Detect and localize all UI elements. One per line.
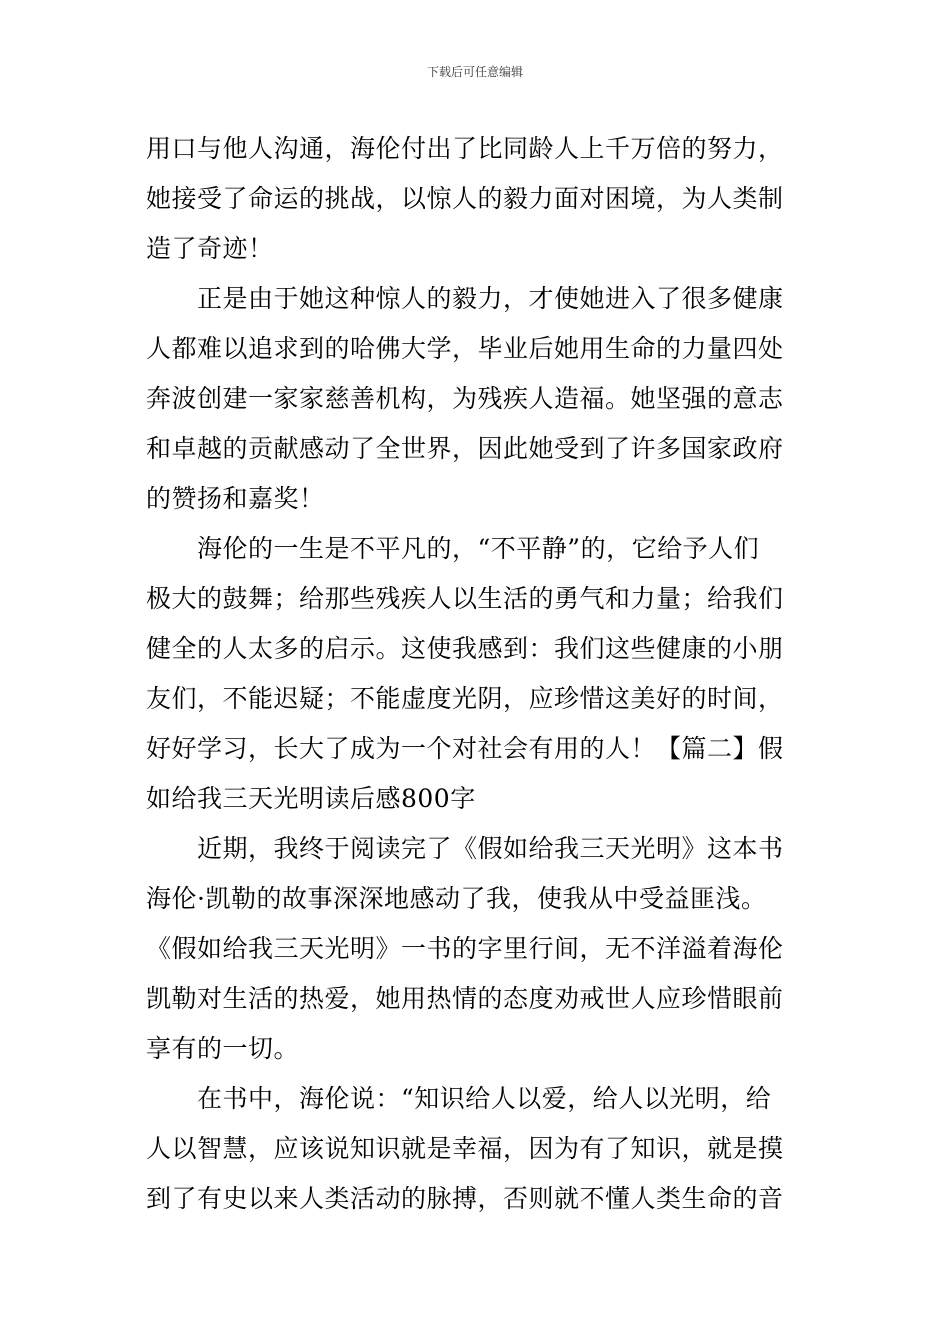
text-line: 享有的一切。 xyxy=(146,1034,300,1063)
text-line: 奔波创建一家家慈善机构，为残疾人造福。她坚强的意志 xyxy=(146,384,784,413)
text-line: 健全的人太多的启示。这使我感到：我们这些健康的小朋 xyxy=(146,634,784,663)
text-line: 好好学习，长大了成为一个对社会有用的人！【篇二】假 xyxy=(146,734,784,763)
paragraph-start-line: 在书中，海伦说：“知识给人以爱，给人以光明，给 xyxy=(197,1084,772,1113)
paragraph-start-line: 正是由于她这种惊人的毅力，才使她进入了很多健康 xyxy=(197,284,784,313)
text-line: 和卓越的贡献感动了全世界，因此她受到了许多国家政府 xyxy=(146,434,784,463)
text-line: 到了有史以来人类活动的脉搏，否则就不懂人类生命的音 xyxy=(146,1184,784,1213)
document-body xyxy=(146,124,806,1224)
text-line: 人都难以追求到的哈佛大学，毕业后她用生命的力量四处 xyxy=(146,334,784,363)
text-line: 的赞扬和嘉奖！ xyxy=(146,484,325,513)
text-line: 友们，不能迟疑；不能虚度光阴，应珍惜这美好的时间， xyxy=(146,684,784,713)
text-line: 造了奇迹！ xyxy=(146,234,274,263)
page-header: 下载后可任意编辑 xyxy=(426,65,523,79)
text-line: 海伦·凯勒的故事深深地感动了我，使我从中受益匪浅。 xyxy=(146,884,767,913)
paragraph-start-line: 近期，我终于阅读完了《假如给我三天光明》这本书 xyxy=(197,834,784,863)
paragraph-start-line: 海伦的一生是不平凡的，“不平静”的，它给予人们 xyxy=(197,534,760,563)
text-line: 用口与他人沟通，海伦付出了比同龄人上千万倍的努力， xyxy=(146,134,784,163)
text-line: 《假如给我三天光明》一书的字里行间，无不洋溢着海伦 xyxy=(146,934,784,963)
text-line: 如给我三天光明读后感800字 xyxy=(146,784,476,813)
text-line: 凯勒对生活的热爱，她用热情的态度劝戒世人应珍惜眼前 xyxy=(146,984,784,1013)
text-line: 她接受了命运的挑战，以惊人的毅力面对困境，为人类制 xyxy=(146,184,784,213)
text-line: 极大的鼓舞；给那些残疾人以生活的勇气和力量；给我们 xyxy=(146,584,784,613)
text-line: 人以智慧，应该说知识就是幸福，因为有了知识，就是摸 xyxy=(146,1134,784,1163)
